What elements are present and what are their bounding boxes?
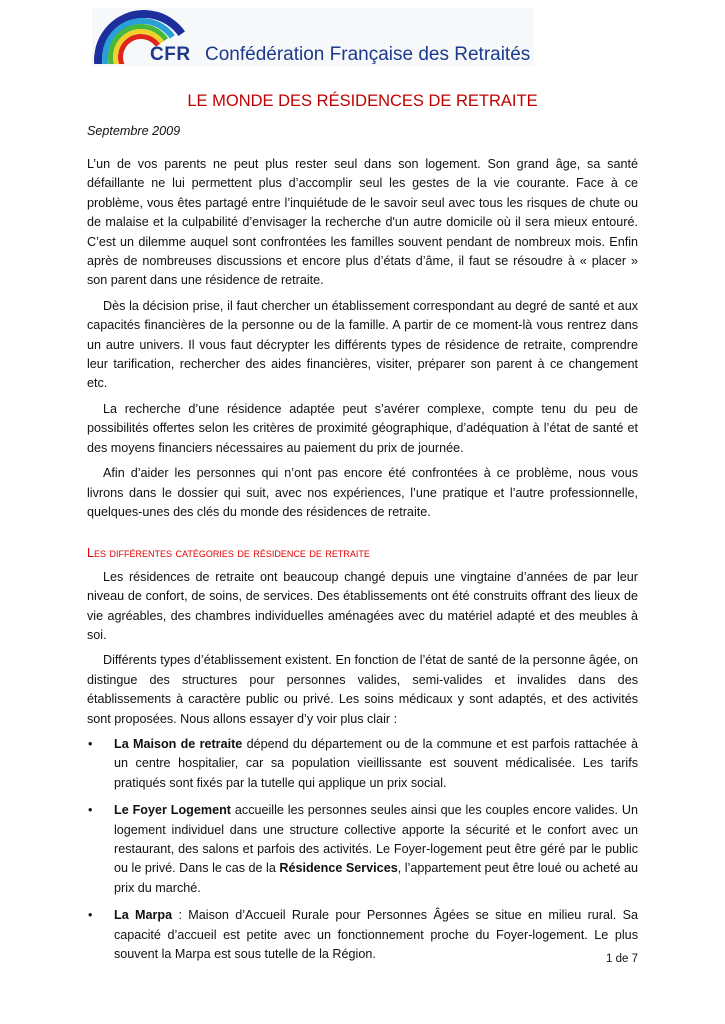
term: La Maison de retraite bbox=[114, 736, 243, 751]
bullet-icon: • bbox=[88, 908, 93, 923]
section-heading: Les différentes catégories de résidence de retraite bbox=[87, 546, 370, 561]
document-body bbox=[87, 155, 638, 972]
paragraph: L’un de vos parents ne peut plus rester seul dans son logement. Son grand âge, sa santé défaillante ne lui permettent plus d’accomplir seul les gestes de la vie courante. Face à ce problème, vous êtes partagé entre l’inquiétude de le savoir seul avec tous les risques de chute ou de malaise et la culpabilité d’envisager la recherche d'un autre domicile où il sera mieux entouré. C’est un dilemme auquel sont confrontées les familles souvent pendant de nombreux mois. Enfin après de nombreuses discussions et encore plus d’états d’âme, il faut se résoudre à « placer » son parent dans une résidence de retraite. bbox=[87, 157, 638, 288]
page-title: LE MONDE DES RÉSIDENCES DE RETRAITE bbox=[187, 92, 538, 110]
bullet-icon: • bbox=[88, 803, 93, 818]
description: : Maison d’Accueil Rurale pour Personnes Âgées se situe en milieu rural. Sa capacité d’accueil est petite avec un fonctionnement proche du Foyer-logement. Le plus souvent la Marpa est sous tutelle de la Région. bbox=[114, 908, 638, 962]
paragraph: La recherche d’une résidence adaptée peut s’avérer complexe, compte tenu du peu de possibilités offertes selon les critères de proximité géographique, d’adéquation à l’état de santé et des moyens financiers nécessaires au paiement du prix de journée. bbox=[87, 401, 638, 455]
logo-abbr: CFR bbox=[150, 44, 191, 65]
list-item bbox=[87, 801, 638, 898]
bullet-list bbox=[87, 735, 638, 964]
org-name: Confédération Française des Retraités bbox=[205, 44, 531, 65]
cfr-logo bbox=[92, 8, 534, 66]
bullet-icon: • bbox=[88, 736, 93, 751]
list-item bbox=[87, 906, 638, 964]
paragraph: Dès la décision prise, il faut chercher un établissement correspondant au degré de santé et aux capacités financières de la personne ou de la famille. A partir de ce moment-là vous rentrez dans un autre univers. Il vous faut décrypter les différents types de résidence de retraite, comprendre leur tarification, rechercher des aides financières, visiter, préparer son parent à ce changement etc. bbox=[87, 298, 638, 391]
term: La Marpa bbox=[114, 908, 173, 923]
term: Le Foyer Logement bbox=[114, 803, 231, 818]
date: Septembre 2009 bbox=[87, 124, 181, 138]
term: Résidence Services bbox=[279, 861, 398, 876]
page-number: 1 de 7 bbox=[606, 953, 638, 965]
description: dépend du département ou de la commune et est parfois rattachée à un centre hospitalier, car sa population vieillissante est souvent médicalisée. Les tarifs pratiqués sont fixés par la tutelle qui applique un prix social. bbox=[114, 736, 638, 790]
description: , l’appartement peut être loué ou acheté au prix du marché. bbox=[114, 861, 638, 895]
paragraph: Afin d’aider les personnes qui n’ont pas encore été confrontées à ce problème, nous vous livrons dans le dossier qui suit, avec nos expériences, l’une pratique et l’autre professionnelle, quelques-unes des clés du monde des résidences de retraite. bbox=[87, 466, 638, 519]
list-item bbox=[87, 735, 638, 793]
paragraph: Différents types d’établissement existent. En fonction de l’état de santé de la personne âgée, on distingue des structures pour personnes valides, semi-valides et invalides dans des établissements à caractère public ou privé. Les soins médicaux y sont adaptés, et des activités sont proposées. Nous allons essayer d’y voir plus clair : bbox=[87, 653, 638, 726]
paragraph: Les résidences de retraite ont beaucoup changé depuis une vingtaine d’années de par leur niveau de confort, de soins, de services. Des établissements ont été construits offrant des lieux de vie agréables, des chambres individuelles aménagées avec du matériel adapté et des meubles à soi. bbox=[87, 569, 638, 642]
description: accueille les personnes seules ainsi que les couples encore valides. Un logement individuel dans une structure collective apporte la sécurité et le confort avec un restaurant, des salons et parfois des activités. Le Foyer-logement peut être géré par le public ou le privé. Dans le cas de la bbox=[114, 803, 638, 876]
